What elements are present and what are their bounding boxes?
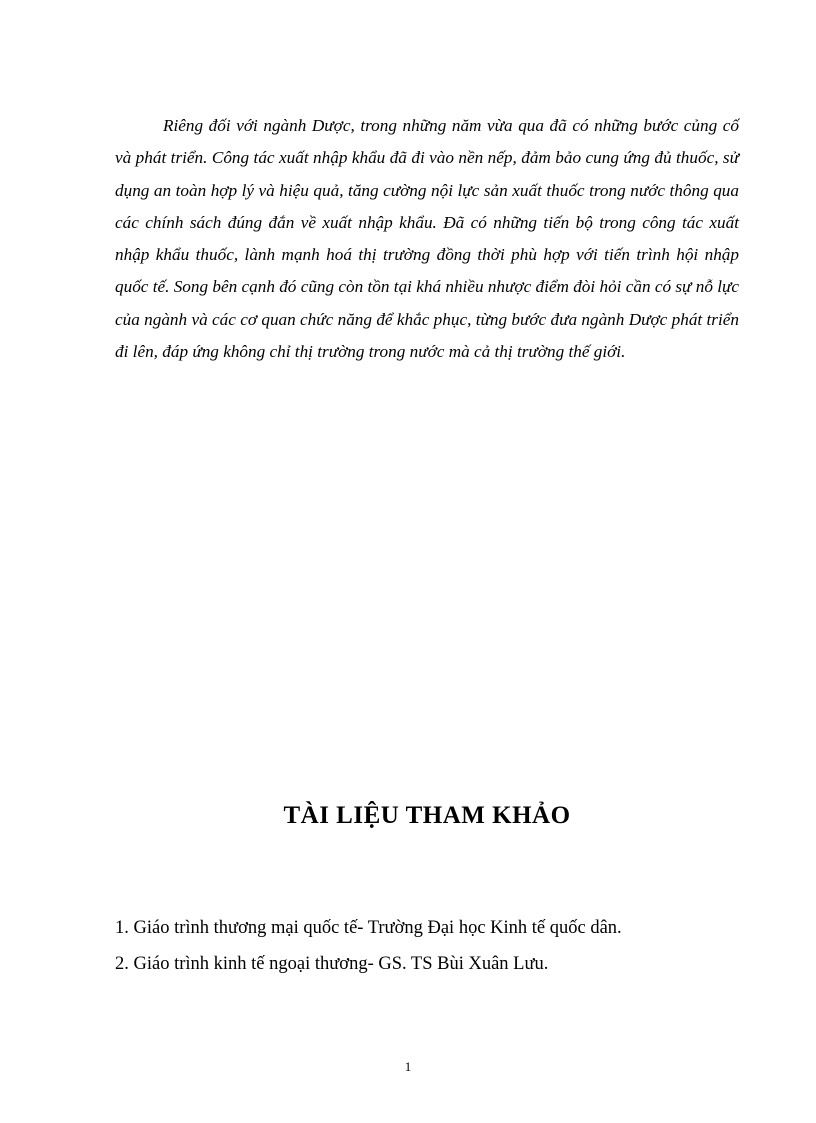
references-title: TÀI LIỆU THAM KHẢO bbox=[283, 802, 571, 829]
references-list bbox=[115, 910, 739, 982]
page-number: 1 bbox=[404, 1059, 412, 1074]
reference-item: 2. Giáo trình kinh tế ngoại thương- GS. TS Bùi Xuân Lưu. bbox=[115, 954, 549, 974]
conclusion-paragraph: Riêng đối với ngành Dược, trong những năm vừa qua đã có những bước củng cố và phát triển. Công tác xuất nhập khẩu đã đi vào nền nếp, đảm bảo cung ứng đủ thuốc, sử dụng an toàn hợp lý và hiệu quả, tăng cường nội lực sản xuất thuốc trong nước thông qua các chính sách đúng đắn về xuất nhập khẩu. Đã có những tiến bộ trong công tác xuất nhập khẩu thuốc, lành mạnh hoá thị trường đồng thời phù hợp với tiến trình hội nhập quốc tế. Song bên cạnh đó cũng còn tồn tại khá nhiều nhược điểm đòi hỏi cần có sự nỗ lực của ngành và các cơ quan chức năng để khắc phục, từng bước đưa ngành Dược phát triển đi lên, đáp ứng không chỉ thị trường trong nước mà cả thị trường thế giới. bbox=[115, 116, 739, 362]
reference-item: 1. Giáo trình thương mại quốc tế- Trường Đại học Kinh tế quốc dân. bbox=[115, 918, 622, 938]
